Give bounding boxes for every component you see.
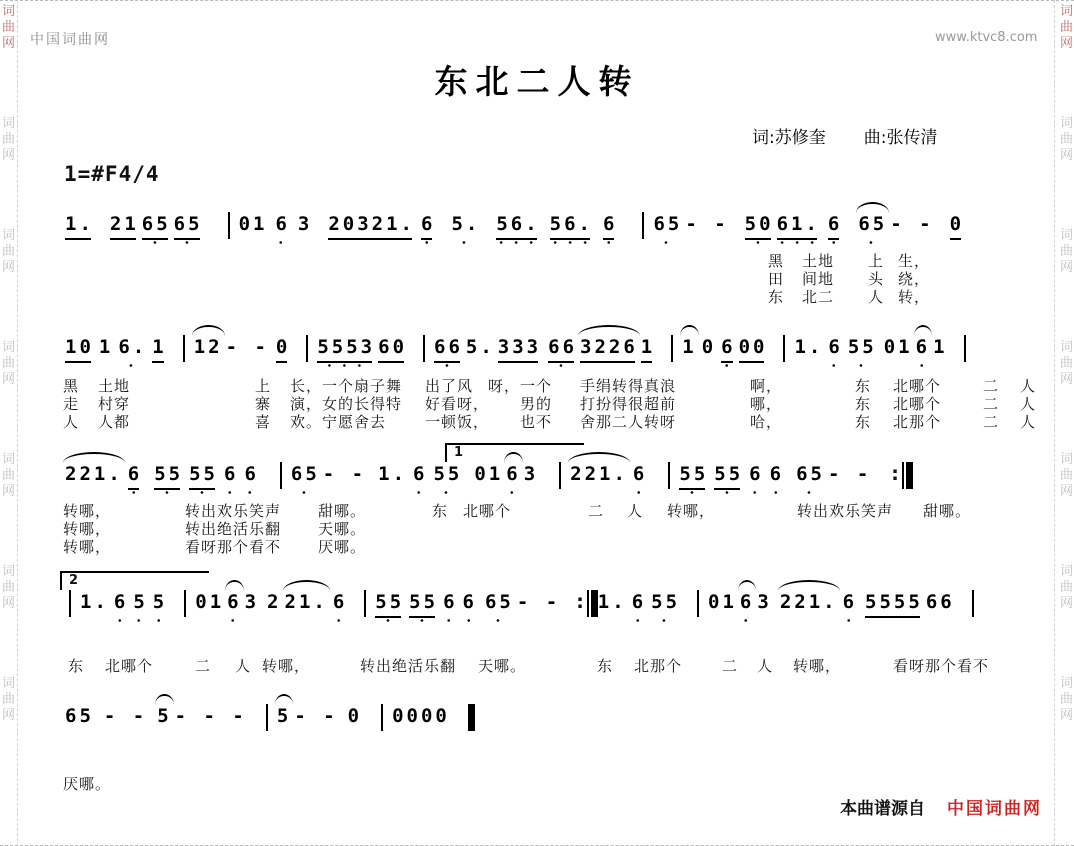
slur-tie [778, 580, 840, 591]
note-token: 61. [777, 212, 820, 244]
note-token: - - [685, 213, 729, 235]
barline [642, 212, 644, 239]
song-title: 东北二人转 [434, 62, 640, 101]
note-token: 3226 [580, 335, 638, 367]
lyric-text: 欢。 [290, 413, 323, 431]
watermark-text: 词 曲 网 [1059, 340, 1073, 387]
watermark-text: 词 曲 网 [1, 116, 15, 163]
note-token: 1. [378, 463, 408, 485]
note-token: 65 [858, 212, 887, 244]
lyric-text: 看呀那个看不 [893, 657, 990, 675]
watermark-text: 词 曲 网 [1059, 116, 1073, 163]
note-token: 5. [451, 212, 480, 244]
slur-tie [914, 325, 932, 336]
lyric-row [0, 393, 1074, 413]
note-token: 66 [434, 335, 463, 367]
lyric-text: 人 [627, 502, 644, 520]
note-token: 60 [378, 335, 407, 367]
lyric-row [0, 536, 1074, 556]
notation-line [65, 335, 975, 375]
note-token: 5553 [317, 335, 375, 367]
lyric-text: 转， [898, 288, 931, 306]
note-token: 65 [485, 590, 514, 622]
barline [306, 335, 308, 362]
note-token: 01 [708, 591, 737, 613]
note-token: 6 [632, 590, 646, 622]
note-token: 6 [749, 462, 763, 494]
note-token: 221. [570, 462, 628, 494]
lyric-row [0, 375, 1074, 395]
lyric-text: 喜 [255, 413, 272, 431]
notation-line [65, 704, 475, 744]
site-name-link[interactable]: 中国词曲网 [30, 32, 110, 48]
lyric-text: 二 [588, 502, 605, 520]
watermark-text: 词 曲 网 [1, 564, 15, 611]
slur-tie [283, 580, 330, 591]
lyric-row [0, 250, 1074, 270]
credits [752, 123, 937, 148]
lyric-text: 手绢转得真浪 [580, 377, 677, 395]
watermark-text: 词 曲 网 [1059, 228, 1073, 275]
note-token: 55 [714, 462, 743, 494]
note-token: 3 [244, 591, 260, 613]
note-token: 6 [244, 462, 258, 494]
note-token: 1 [641, 335, 655, 367]
note-token: 21 [110, 212, 139, 244]
lyric-text: 人 [757, 657, 774, 675]
slur-tie [192, 325, 225, 336]
note-token: 6 [603, 212, 617, 244]
lyric-text: 二 [983, 377, 1000, 395]
note-token: 5555 [865, 590, 923, 622]
barline [972, 590, 974, 617]
barline [184, 590, 186, 617]
lyric-text: 东 [597, 657, 614, 675]
note-token: 6 [227, 590, 241, 622]
barline [697, 590, 699, 617]
repeat-end-barline: : [576, 590, 598, 617]
lyric-text: 北哪个 [893, 395, 942, 413]
lyric-text: 男的 [520, 395, 553, 413]
note-token: 6 [275, 212, 289, 244]
lyric-text: 土地 [98, 377, 131, 395]
notation-line [65, 445, 913, 502]
note-token: 6 [128, 462, 142, 494]
repeat-end-barline: : [891, 462, 913, 489]
note-token: 0 [701, 336, 717, 358]
note-token: 01 [195, 591, 225, 613]
lyric-text: 生， [898, 252, 931, 270]
lyric-text: 甜哪。 [318, 502, 367, 520]
barline [964, 335, 966, 362]
volta-bracket: 2 [60, 571, 209, 590]
note-token: 6 [224, 462, 238, 494]
note-token: - - [294, 705, 338, 727]
note-token: 6 [413, 462, 427, 494]
note-token: 65 [291, 462, 320, 494]
lyricist-credit: 词:苏修奎 [752, 128, 826, 148]
lyric-text: 转哪， [793, 657, 842, 675]
slur-tie [275, 694, 293, 705]
note-token: 6. [118, 335, 147, 367]
lyric-text: 土地 [802, 252, 835, 270]
lyric-text: 东 [68, 657, 85, 675]
note-token: 55 [433, 462, 462, 494]
note-token: 6 [916, 335, 930, 367]
lyric-row [0, 286, 1074, 306]
notation-line [60, 573, 983, 630]
note-token: 01 [883, 336, 913, 358]
note-token: 50 [745, 212, 774, 244]
slur-tie [63, 452, 125, 463]
lyric-row [0, 268, 1074, 288]
lyric-text: 啊， [750, 377, 783, 395]
note-token: 6 [828, 335, 842, 367]
note-token: 6 [721, 335, 735, 367]
note-token: 55 [848, 335, 877, 367]
lyric-text: 舍那二人转呀 [580, 413, 677, 431]
lyric-text: 头 [868, 270, 885, 288]
note-token: 221. [65, 462, 123, 494]
note-token: - - [103, 705, 148, 727]
lyric-text: 村穿 [98, 395, 131, 413]
lyric-text: 好看呀， [425, 395, 490, 413]
lyric-row [0, 773, 1074, 793]
site-url-link[interactable]: www.ktvc8.com [935, 30, 1038, 45]
lyric-row [0, 655, 1074, 675]
lyric-text: 天哪。 [478, 657, 527, 675]
lyric-text: 转出绝活乐翻 [185, 520, 282, 538]
lyric-text: 二 [722, 657, 739, 675]
lyric-text: 宁愿舍去 [322, 413, 387, 431]
lyric-text: 走 [63, 395, 80, 413]
lyric-text: 人都 [98, 413, 131, 431]
note-token: 6 [114, 590, 128, 622]
note-token: 1 [682, 335, 696, 367]
lyric-text: 东 [855, 413, 872, 431]
lyric-text: 北哪个 [105, 657, 154, 675]
note-token: 0 [950, 212, 964, 244]
lyric-text: 人 [63, 413, 80, 431]
note-token: 01 [238, 213, 268, 235]
note-token: - - [225, 336, 269, 358]
lyric-text: 一顿饭， [425, 413, 490, 431]
note-token: - - [890, 213, 934, 235]
lyric-text: 人 [1020, 377, 1037, 395]
lyric-text: 绕， [898, 270, 931, 288]
lyric-text: 上 [868, 252, 885, 270]
lyric-text: 女的长得特 [322, 395, 403, 413]
lyric-text: 呀，一个 [488, 377, 553, 395]
barline [228, 212, 230, 239]
note-token: 6 [633, 462, 647, 494]
lyric-text: 转哪， [63, 520, 112, 538]
lyric-text: 长， [290, 377, 323, 395]
note-token: 6 [828, 212, 842, 244]
source-site-link[interactable]: 中国词曲网 [947, 799, 1042, 819]
note-token: 5 [277, 704, 291, 736]
lyric-row [0, 500, 1074, 520]
lyric-row [0, 518, 1074, 538]
note-token: 1 [933, 336, 948, 358]
lyric-text: 人 [235, 657, 252, 675]
lyric-text: 二 [195, 657, 212, 675]
lyric-text: 北那个 [893, 413, 942, 431]
lyric-text: 转出欢乐笑声 [185, 502, 282, 520]
lyric-row [0, 411, 1074, 431]
note-token: 65 [653, 212, 682, 244]
lyric-text: 看呀那个看不 [185, 538, 282, 556]
slur-tie [738, 580, 756, 591]
lyric-text: 间地 [802, 270, 835, 288]
page-border-top [0, 0, 1074, 1]
note-token: 55 [189, 462, 218, 494]
lyric-text: 上 [255, 377, 272, 395]
slur-tie [578, 325, 640, 336]
note-token: 65 [796, 462, 825, 494]
lyric-text: 转哪， [63, 502, 112, 520]
note-token: 66 [925, 591, 955, 613]
note-token: 6 [740, 590, 754, 622]
note-token: 5 [157, 704, 171, 736]
lyric-text: 哈， [750, 413, 783, 431]
lyric-text: 东 [432, 502, 449, 520]
slur-tie [680, 325, 698, 336]
lyric-text: 一个扇子舞 [322, 377, 403, 395]
lyric-text: 转出欢乐笑声 [797, 502, 894, 520]
slur-tie [225, 580, 243, 591]
lyric-text: 甜哪。 [923, 502, 972, 520]
barline [280, 462, 282, 489]
lyric-text: 转哪， [262, 657, 311, 675]
lyric-text: 田 [768, 270, 785, 288]
slur-tie [856, 202, 889, 213]
lyric-text: 东 [855, 395, 872, 413]
source-prefix: 本曲谱源自 [840, 799, 925, 819]
note-token: 55 [154, 462, 183, 494]
note-token: 20321. [328, 212, 415, 244]
note-token: 55 [651, 590, 680, 622]
note-token: 3 [297, 213, 313, 235]
lyric-text: 黑 [63, 377, 80, 395]
note-token: 6 [843, 590, 857, 622]
lyric-text: 人 [1020, 395, 1037, 413]
barline [671, 335, 673, 362]
lyric-text: 打扮得很超前 [580, 395, 677, 413]
note-token: 00 [739, 335, 768, 367]
note-token: 5. [465, 336, 495, 358]
note-token: 21. [285, 590, 328, 622]
lyric-text: 厌哪。 [318, 538, 367, 556]
note-token: 56. [496, 212, 539, 244]
watermark-text: 词 曲 网 [1, 4, 15, 51]
watermark-text: 词 曲 网 [1059, 452, 1073, 499]
note-token: 2 [267, 591, 282, 613]
note-token: 6 [463, 590, 477, 622]
note-token: - - [322, 463, 367, 485]
note-token: 333 [498, 335, 541, 367]
note-token: 65 [142, 212, 171, 244]
lyric-text: 演， [290, 395, 323, 413]
note-token: 65 [65, 705, 94, 727]
note-token: - - [516, 591, 561, 613]
barline [668, 462, 670, 489]
notation-line [65, 212, 980, 252]
lyric-text: 二 [983, 395, 1000, 413]
note-token: 5 [153, 590, 167, 622]
note-token: 3 [523, 463, 539, 485]
lyric-text: 也不 [520, 413, 553, 431]
lyric-text: 北那个 [634, 657, 683, 675]
slur-tie [155, 694, 173, 705]
volta-bracket: 1 [445, 443, 584, 462]
note-token: 1. [65, 212, 94, 244]
note-token: 55 [679, 462, 708, 494]
note-token: 1. [80, 591, 109, 613]
note-token: 3 [757, 591, 772, 613]
barline [423, 335, 425, 362]
key-signature: 1=#F4/4 [64, 162, 160, 186]
composer-credit: 曲:张传清 [863, 128, 938, 148]
watermark-text: 词 曲 网 [1, 340, 15, 387]
lyric-text: 厌哪。 [63, 775, 112, 793]
note-token: 1. [597, 591, 627, 613]
watermark-text: 词 曲 网 [1059, 676, 1073, 723]
watermark-text: 词 曲 网 [1059, 4, 1073, 51]
note-token: 56. [550, 212, 593, 244]
note-token: 0000 [392, 705, 450, 727]
note-token: 6 [443, 590, 457, 622]
lyric-text: 北哪个 [893, 377, 942, 395]
watermark-text: 词 曲 网 [1, 228, 15, 275]
lyric-text: 二 [983, 413, 1000, 431]
barline [266, 704, 268, 731]
watermark-text: 词 曲 网 [1, 676, 15, 723]
note-token: - - [827, 463, 872, 485]
note-token: 12 [194, 335, 223, 367]
lyric-text: 北二 [802, 288, 835, 306]
final-barline [468, 704, 475, 731]
lyric-text: 北哪个 [463, 502, 512, 520]
barline [69, 590, 71, 617]
lyric-text: 转出绝活乐翻 [360, 657, 457, 675]
note-token: 10 [65, 335, 94, 367]
note-token: 01 [474, 463, 504, 485]
note-token: - - - [174, 705, 247, 727]
note-token: 0 [347, 705, 363, 727]
lyric-text: 东 [768, 288, 785, 306]
lyric-text: 东 [855, 377, 872, 395]
barline [559, 462, 561, 489]
lyric-text: 出了风 [425, 377, 474, 395]
note-token: 6 [770, 462, 784, 494]
note-token: 65 [174, 212, 203, 244]
note-token: 1. [794, 336, 824, 358]
lyric-text: 转哪， [63, 538, 112, 556]
lyric-text: 黑 [768, 252, 785, 270]
note-token: 6 [421, 212, 435, 244]
lyric-text: 转哪， [667, 502, 716, 520]
note-token: 0 [276, 335, 290, 367]
note-token: 221. [780, 590, 838, 622]
source-credit [840, 794, 1042, 819]
lyric-text: 天哪。 [318, 520, 367, 538]
watermark-text: 词 曲 网 [1059, 564, 1073, 611]
note-token: 1 [98, 336, 114, 358]
barline [183, 335, 185, 362]
watermark-text: 词 曲 网 [1, 452, 15, 499]
note-token: 5 [133, 590, 147, 622]
barline [783, 335, 785, 362]
lyric-text: 人 [1020, 413, 1037, 431]
note-token: 55 [409, 590, 438, 622]
barline [364, 590, 366, 617]
note-token: 6 [333, 590, 347, 622]
lyric-text: 人 [868, 288, 885, 306]
barline [381, 704, 383, 731]
note-token: 1 [152, 335, 166, 367]
note-token: 55 [375, 590, 404, 622]
note-token: 6 [506, 462, 520, 494]
note-token: 66 [548, 335, 577, 367]
lyric-text: 哪， [750, 395, 783, 413]
lyric-text: 寨 [255, 395, 272, 413]
